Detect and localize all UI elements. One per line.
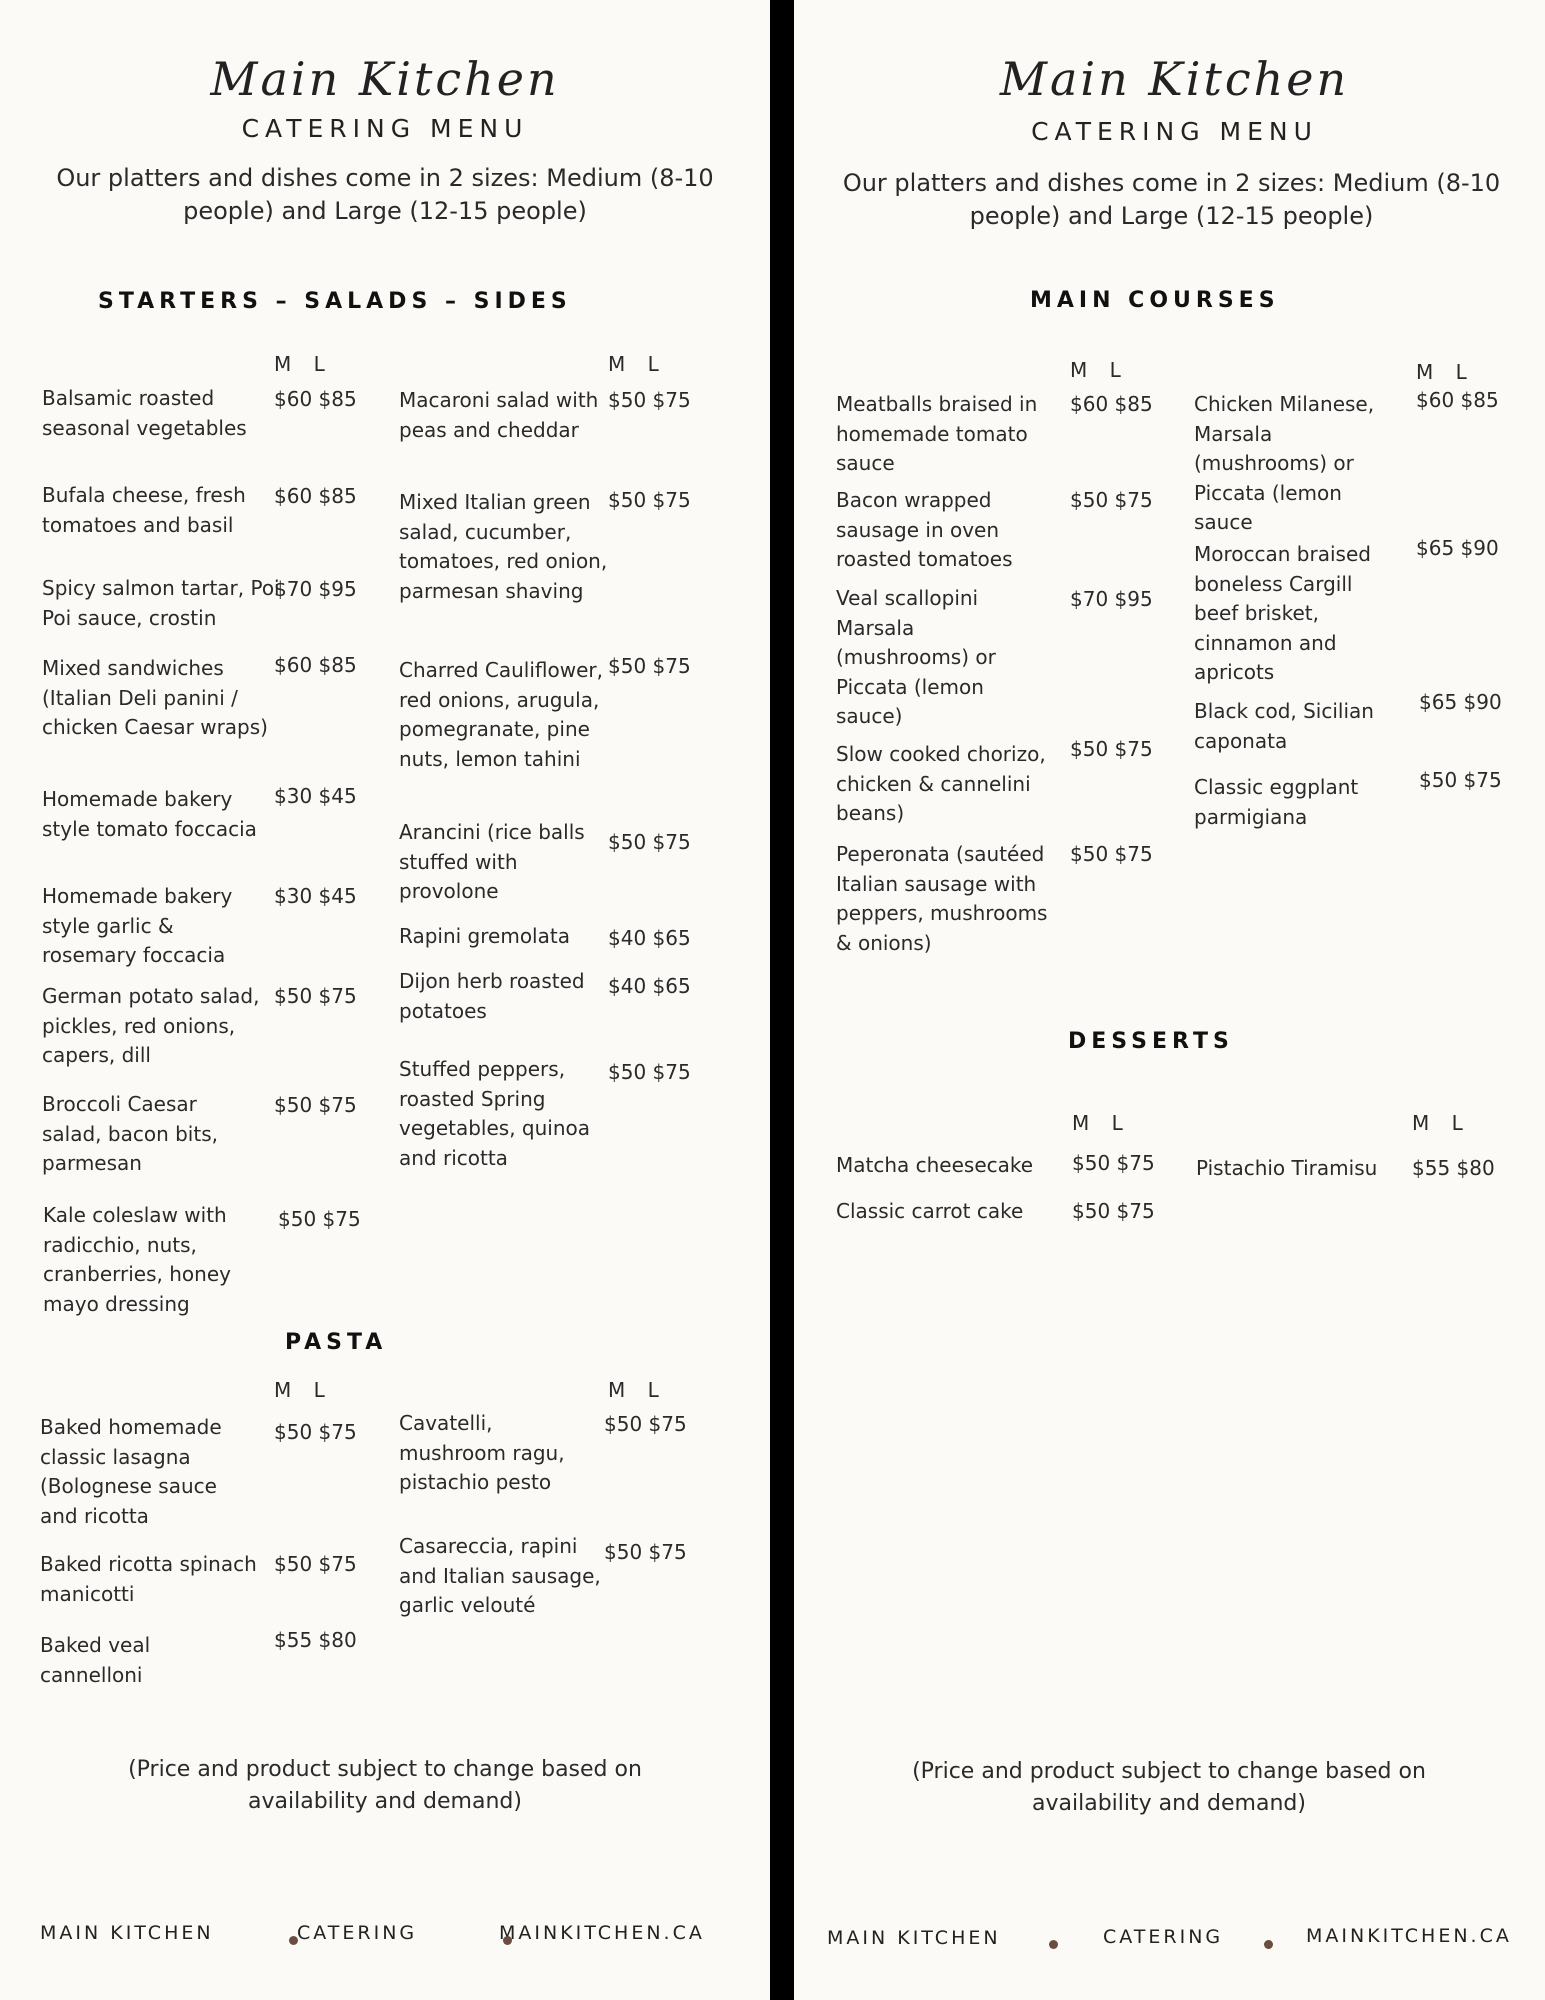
menu-item-name: Macaroni salad with peas and cheddar — [399, 388, 599, 442]
menu-item-price: $60 $85 — [274, 653, 357, 677]
pasta-heading: PASTA — [285, 1330, 388, 1355]
size-labels: M L — [608, 352, 659, 376]
starters-heading: STARTERS – SALADS – SIDES — [98, 289, 572, 314]
menu-item-name: Slow cooked chorizo, chicken & cannelini beans) — [836, 742, 1046, 825]
menu-item-name: German potato salad, pickles, red onions, capers, dill — [42, 984, 260, 1067]
menu-item-name: Black cod, Sicilian caponata — [1194, 699, 1374, 753]
menu-item-price: $40 $65 — [608, 974, 691, 998]
menu-item-price: $70 $95 — [1070, 587, 1153, 611]
size-labels: M L — [1412, 1111, 1463, 1135]
menu-item-price: $55 $80 — [1412, 1156, 1495, 1180]
footer-brand: MAIN KITCHEN — [40, 1922, 214, 1944]
menu-item-price: $50 $75 — [608, 654, 691, 678]
menu-item-price: $50 $75 — [278, 1207, 361, 1231]
menu-item-price: $60 $85 — [274, 484, 357, 508]
menu-item-name: Mixed Italian green salad, cucumber, tomatoes, red onion, parmesan shaving — [399, 490, 608, 603]
menu-item-price: $50 $75 — [1072, 1151, 1155, 1175]
menu-item-price: $50 $75 — [1419, 768, 1502, 792]
footer-catering: CATERING — [1103, 1926, 1224, 1948]
menu-item-price: $50 $75 — [274, 1420, 357, 1444]
brand-script-title: Main Kitchen — [999, 52, 1350, 106]
size-intro: Our platters and dishes come in 2 sizes: Medium (8-10 people) and Large (12-15 people) — [56, 164, 714, 225]
menu-item-price: $50 $75 — [1070, 737, 1153, 761]
menu-item-name: Rapini gremolata — [399, 924, 570, 948]
menu-item-price: $50 $75 — [604, 1540, 687, 1564]
menu-item-name: Classic carrot cake — [836, 1199, 1024, 1223]
menu-item-name: Spicy salmon tartar, Poi Poi sauce, crostin — [42, 576, 280, 630]
menu-item-price: $50 $75 — [274, 984, 357, 1008]
size-labels: M L — [274, 352, 325, 376]
menu-page-left — [0, 0, 770, 2000]
catering-menu-subtitle: CATERING MENU — [241, 114, 529, 143]
size-labels: M L — [1416, 360, 1467, 384]
menu-item-price: $70 $95 — [274, 577, 357, 601]
menu-item-name: Baked veal cannelloni — [40, 1633, 151, 1687]
catering-menu-subtitle: CATERING MENU — [1031, 117, 1318, 146]
menu-item-name: Cavatelli, mushroom ragu, pistachio pesto — [399, 1411, 565, 1494]
footer-brand: MAIN KITCHEN — [827, 1927, 1001, 1949]
size-intro: Our platters and dishes come in 2 sizes: Medium (8-10 people) and Large (12-15 people) — [842, 169, 1501, 230]
menu-item-price: $50 $75 — [604, 1412, 687, 1436]
menu-item-name: Chicken Milanese, Marsala (mushrooms) or Piccata (lemon sauce — [1194, 392, 1375, 534]
menu-item-name: Classic eggplant parmigiana — [1194, 775, 1359, 829]
menu-item-price: $30 $45 — [274, 884, 357, 908]
menu-item-price: $60 $85 — [1416, 388, 1499, 412]
size-labels: M L — [274, 1378, 325, 1402]
menu-item-price: $50 $75 — [1070, 842, 1153, 866]
menu-item-price: $30 $45 — [274, 784, 357, 808]
menu-item-name: Veal scallopini Marsala (mushrooms) or Piccata (lemon sauce) — [836, 586, 996, 728]
menu-item-name: Pistachio Tiramisu — [1196, 1156, 1378, 1180]
menu-item-name: Matcha cheesecake — [836, 1153, 1034, 1177]
menu-item-name: Charred Cauliflower, red onions, arugula, pomegranate, pine nuts, lemon tahini — [399, 658, 603, 771]
menu-item-price: $50 $75 — [1070, 488, 1153, 512]
size-labels: M L — [608, 1378, 659, 1402]
menu-page-right — [794, 0, 1545, 2000]
menu-item-name: Baked homemade classic lasagna (Bolognese sauce and ricotta — [40, 1415, 222, 1528]
menu-item-price: $50 $75 — [274, 1093, 357, 1117]
menu-item-price: $55 $80 — [274, 1628, 357, 1652]
menu-item-price: $50 $75 — [608, 488, 691, 512]
menu-item-name: Peperonata (sautéed Italian sausage with peppers, mushrooms & onions) — [836, 842, 1048, 955]
menu-item-price: $50 $75 — [608, 1060, 691, 1084]
menu-item-name: Arancini (rice balls stuffed with provolone — [399, 820, 585, 903]
menu-item-name: Kale coleslaw with radicchio, nuts, cranberries, honey mayo dressing — [43, 1203, 231, 1316]
menu-item-name: Baked ricotta spinach manicotti — [40, 1552, 257, 1606]
menu-item-price: $40 $65 — [608, 926, 691, 950]
menu-item-name: Bacon wrapped sausage in oven roasted tomatoes — [836, 488, 1013, 571]
menu-item-price: $50 $75 — [1072, 1199, 1155, 1223]
menu-item-name: Stuffed peppers, roasted Spring vegetables, quinoa and ricotta — [399, 1057, 591, 1170]
menu-item-price: $60 $85 — [274, 387, 357, 411]
menu-item-price: $50 $75 — [608, 830, 691, 854]
footer-dot-icon — [1264, 1940, 1273, 1949]
menu-item-name: Bufala cheese, fresh tomatoes and basil — [42, 483, 246, 537]
footer-website: MAINKITCHEN.CA — [499, 1922, 705, 1944]
menu-item-price: $60 $85 — [1070, 392, 1153, 416]
menu-item-name: Broccoli Caesar salad, bacon bits, parmesan — [42, 1092, 218, 1175]
menu-item-name: Balsamic roasted seasonal vegetables — [42, 386, 247, 440]
desserts-heading: DESSERTS — [1068, 1029, 1234, 1054]
menu-item-name: Casareccia, rapini and Italian sausage, garlic velouté — [399, 1534, 601, 1617]
page-divider — [770, 0, 794, 2000]
menu-item-name: Mixed sandwiches (Italian Deli panini / chicken Caesar wraps) — [42, 656, 268, 739]
menu-item-price: $65 $90 — [1416, 536, 1499, 560]
footer-dot-icon — [1049, 1940, 1058, 1949]
menu-item-name: Dijon herb roasted potatoes — [399, 969, 585, 1023]
price-note: (Price and product subject to change based on availability and demand) — [128, 1757, 642, 1814]
menu-item-price: $65 $90 — [1419, 690, 1502, 714]
price-note: (Price and product subject to change based on availability and demand) — [912, 1759, 1426, 1816]
brand-script-title: Main Kitchen — [210, 52, 560, 106]
size-labels: M L — [1072, 1111, 1123, 1135]
footer-catering: CATERING — [297, 1922, 418, 1944]
menu-item-price: $50 $75 — [274, 1552, 357, 1576]
main-courses-heading: MAIN COURSES — [1030, 288, 1280, 313]
menu-item-name: Homemade bakery style garlic & rosemary foccacia — [42, 884, 233, 967]
size-labels: M L — [1070, 358, 1121, 382]
footer-website: MAINKITCHEN.CA — [1306, 1925, 1512, 1947]
menu-item-name: Moroccan braised boneless Cargill beef brisket, cinnamon and apricots — [1194, 542, 1371, 684]
menu-item-name: Homemade bakery style tomato foccacia — [42, 787, 257, 841]
menu-item-name: Meatballs braised in homemade tomato sauce — [836, 392, 1038, 475]
menu-item-price: $50 $75 — [608, 388, 691, 412]
